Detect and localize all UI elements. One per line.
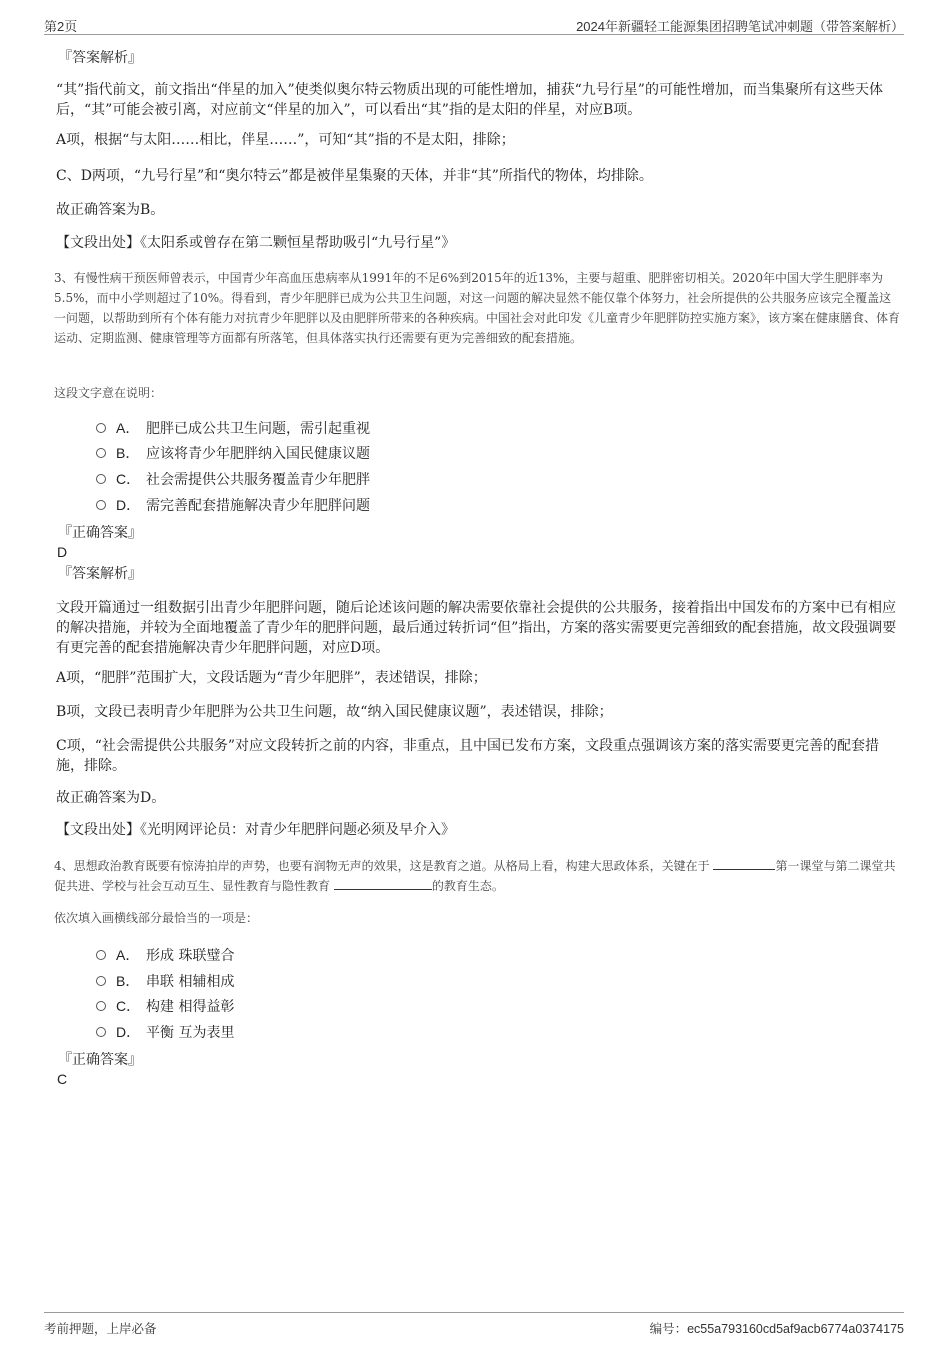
option-letter: D．: [116, 497, 141, 513]
radio-button[interactable]: [96, 976, 106, 986]
analysis-paragraph: B项，文段已表明青少年肥胖为公共卫生问题，故“纳入国民健康议题”，表述错误，排除；: [56, 704, 613, 720]
option-text: 肥胖已成公共卫生问题，需引起重视: [146, 421, 370, 437]
option-text: 形成 珠联璧合: [146, 948, 235, 964]
option-c[interactable]: [96, 469, 370, 490]
footer-slogan: 考前押题，上岸必备: [44, 1322, 157, 1336]
analysis-paragraph: C项，“社会需提供公共服务”对应文段转折之前的内容，非重点，且中国已发布方案，文段重点强调该方案的落实需要更完善的配套措施，排除。: [56, 738, 880, 774]
option-letter: D．: [116, 1024, 141, 1040]
option-d[interactable]: [96, 1022, 234, 1043]
option-letter: A．: [116, 420, 140, 436]
stem-text: 第一课堂与第二课堂共促共进、学校与社会互动互生、显性教育与隐性教育: [54, 859, 896, 893]
analysis-paragraph: A项，“肥胖”范围扩大，文段话题为“青少年肥胖”，表述错误，排除；: [56, 670, 487, 686]
document-code: [650, 1319, 904, 1337]
analysis-paragraph: 文段开篇通过一组数据引出青少年肥胖问题，随后论述该问题的解决需要依靠社会提供的公共服务，接着指出中国发布的方案中已有相应的解决措施，并较为全面地覆盖了青少年的肥胖问题，最后通过转折词“但”指出，方案的落实需要更完善细致的配套措施，故文段强调要有更完善的配套措施解决青少年肥胖问题，对应D项。: [56, 600, 897, 656]
source-citation: 【文段出处】《太阳系或曾存在第二颗恒星帮助吸引“九号行星”》: [56, 235, 456, 251]
analysis-paragraph: A项，根据“与太阳……相比，伴星……”，可知“其”指的不是太阳，排除；: [56, 132, 515, 148]
option-c[interactable]: [96, 996, 234, 1017]
page-header: [44, 14, 904, 35]
option-d[interactable]: [96, 495, 370, 516]
conclusion: 故正确答案为B。: [56, 202, 165, 218]
analysis-label: 『答案解析』: [58, 566, 142, 582]
option-text: 应该将青少年肥胖纳入国民健康议题: [146, 446, 370, 462]
question-stem: [54, 856, 902, 896]
question-prompt: 这段文字意在说明：: [54, 386, 163, 400]
fill-blank-1: [713, 857, 775, 870]
option-letter: C．: [116, 998, 141, 1014]
stem-text: 的教育生态。: [431, 879, 504, 893]
option-letter: C．: [116, 471, 141, 487]
document-title: 2024年新疆轻工能源集团招聘笔试冲刺题（带答案解析）: [576, 19, 904, 34]
radio-button[interactable]: [96, 448, 106, 458]
radio-button[interactable]: [96, 500, 106, 510]
option-letter: A．: [116, 947, 140, 963]
radio-button[interactable]: [96, 1001, 106, 1011]
analysis-paragraph: “其”指代前文，前文指出“伴星的加入”使类似奥尔特云物质出现的可能性增加，捕获“九号行星”的可能性增加，而当集聚所有这些天体后，“其”可能会被引离，对应前文“伴星的加入”，可以看出“其”指的是太阳的伴星，对应B项。: [56, 82, 883, 118]
radio-button[interactable]: [96, 950, 106, 960]
option-letter: B．: [116, 973, 140, 989]
correct-answer: C: [57, 1071, 68, 1087]
analysis-label: 『答案解析』: [58, 50, 142, 66]
analysis-paragraph: C、D两项，“九号行星”和“奥尔特云”都是被伴星集聚的天体，并非“其”所指代的物体，均排除。: [56, 168, 653, 184]
option-b[interactable]: [96, 443, 370, 464]
correct-answer: D: [57, 544, 68, 560]
answer-label: 『正确答案』: [58, 525, 142, 541]
option-text: 平衡 互为表里: [146, 1025, 235, 1041]
radio-button[interactable]: [96, 1027, 106, 1037]
fill-blank-2: [334, 877, 432, 890]
answer-label: 『正确答案』: [58, 1052, 142, 1068]
question-prompt: 依次填入画横线部分最恰当的一项是：: [54, 911, 259, 925]
option-text: 串联 相辅相成: [146, 974, 235, 990]
conclusion: 故正确答案为D。: [56, 790, 166, 806]
page-footer: [44, 1312, 904, 1339]
option-a[interactable]: [96, 945, 234, 966]
option-b[interactable]: [96, 971, 234, 992]
question-stem: 3、有慢性病干预医师曾表示，中国青少年高血压患病率从1991年的不足6%到2015年的近13%，主要与超重、肥胖密切相关。2020年中国大学生肥胖率为5.5%，而中小学则超过了10%。得看到，青少年肥胖已成为公共卫生问题，对这一问题的解决显然不能仅靠个体努力，社会所提供的公共服务应该完全覆盖这一问题，以帮助到所有个体有能力对抗青少年肥胖以及由肥胖所带来的各种疾病。中国社会对此印发《儿童青少年肥胖防控实施方案》，该方案在健康膳食、体育运动、定期监测、健康管理等方面都有所落笔，但具体落实执行还需要有更为完善细致的配套措施。: [54, 271, 901, 345]
radio-button[interactable]: [96, 423, 106, 433]
code-label: 编号：: [649, 1322, 688, 1336]
page-number: 第2页: [44, 19, 78, 34]
stem-text: 4、思想政治教育既要有惊涛拍岸的声势，也要有润物无声的效果，这是教育之道。从格局上看，构建大思政体系，关键在于: [54, 859, 710, 873]
code-value: ec55a793160cd5af9acb6774a0374175: [687, 1322, 904, 1336]
option-text: 构建 相得益彰: [146, 999, 235, 1015]
radio-button[interactable]: [96, 474, 106, 484]
option-a[interactable]: [96, 418, 370, 439]
option-text: 社会需提供公共服务覆盖青少年肥胖: [146, 472, 370, 488]
option-letter: B．: [116, 445, 140, 461]
option-text: 需完善配套措施解决青少年肥胖问题: [146, 498, 370, 514]
source-citation: 【文段出处】《光明网评论员：对青少年肥胖问题必须及早介入》: [56, 822, 455, 838]
